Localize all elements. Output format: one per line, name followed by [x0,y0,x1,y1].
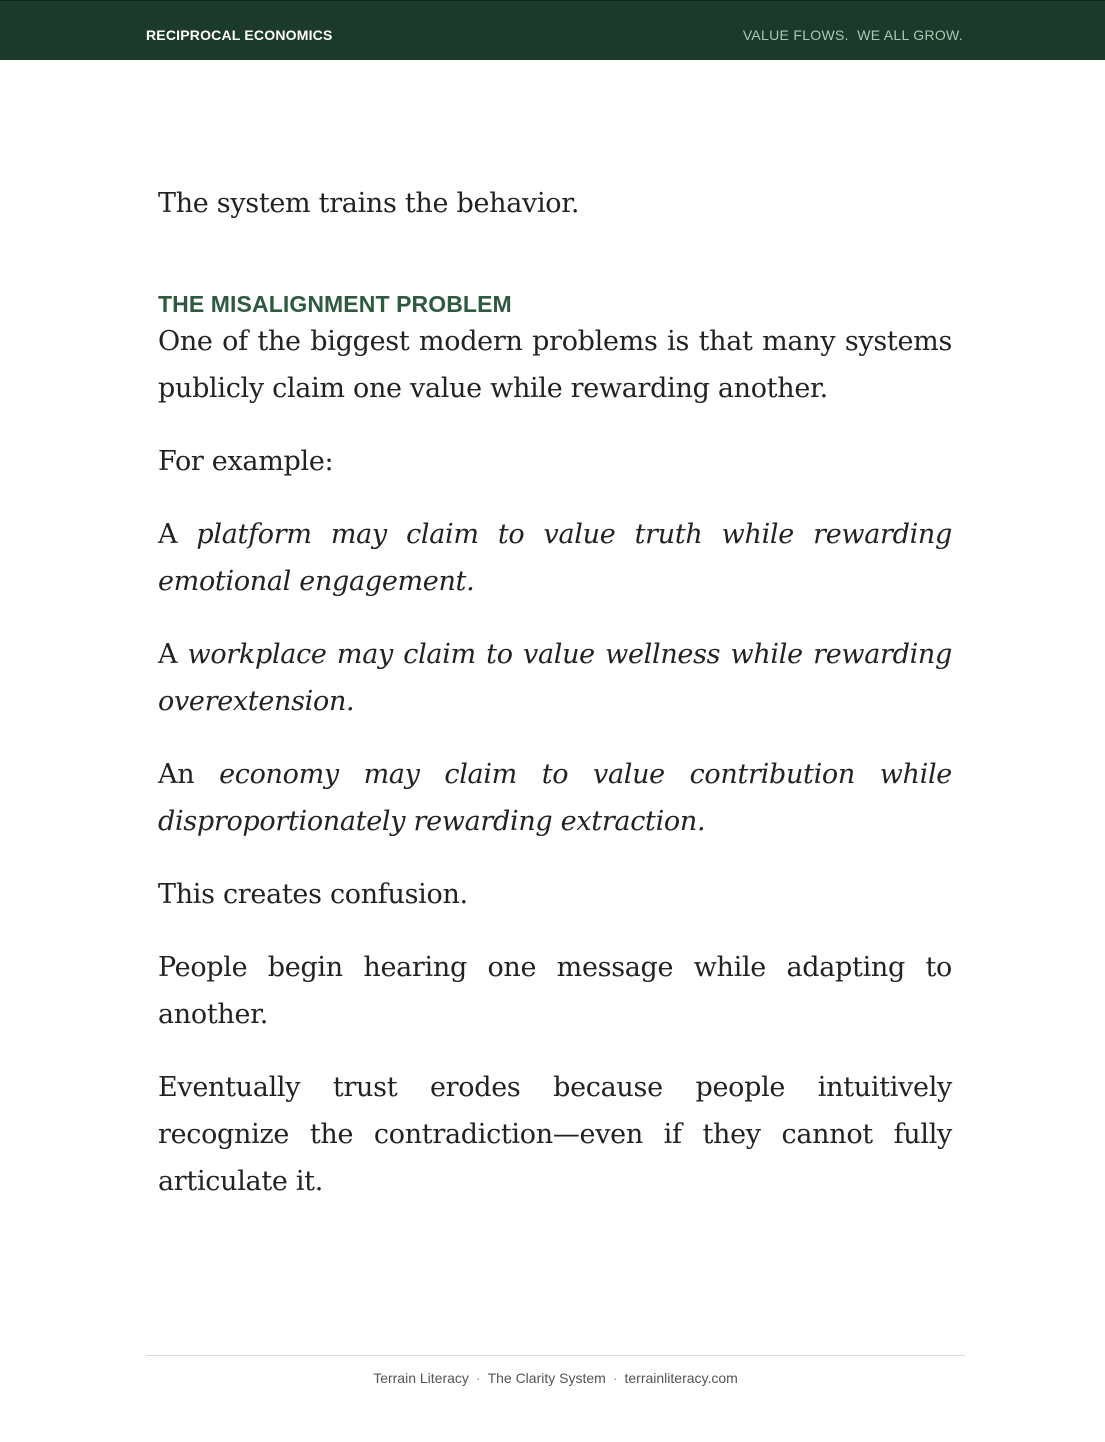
article-body [158,180,952,1231]
example-lead: A [158,519,178,550]
footer-divider [146,1355,965,1356]
intro-paragraph: The system trains the behavior. [158,188,580,219]
example-paragraph [158,511,952,605]
paragraph: For example: [158,446,334,477]
footer-separator: · [475,1370,481,1386]
footer-link-clarity-system[interactable]: The Clarity System [487,1370,606,1386]
site-footer [146,1370,965,1386]
footer-separator: · [612,1370,618,1386]
example-text: economy may claim to value contribution while disproportionately rewarding extraction. [158,759,952,837]
paragraph: People begin hearing one message while adapting to another. [158,952,952,1030]
footer-link-website[interactable]: terrainliteracy.com [624,1370,738,1386]
example-text: workplace may claim to value wellness while rewarding overextension. [158,639,952,717]
example-text: platform may claim to value truth while rewarding emotional engagement. [158,519,952,597]
paragraph: One of the biggest modern problems is that many systems publicly claim one value while rewarding another. [158,326,952,404]
section-heading: THE MISALIGNMENT PROBLEM [158,291,512,317]
site-tagline: VALUE FLOWS. WE ALL GROW. [742,27,963,43]
footer-link-terrain-literacy[interactable]: Terrain Literacy [373,1370,469,1386]
example-lead: A [158,639,178,670]
paragraph: This creates confusion. [158,879,468,910]
example-paragraph [158,631,952,725]
site-header [0,0,1105,60]
site-brand[interactable]: RECIPROCAL ECONOMICS [146,27,333,43]
paragraph: Eventually trust erodes because people intuitively recognize the contradiction—even if they cannot fully articulate it. [158,1072,952,1197]
example-paragraph [158,751,952,845]
example-lead: An [158,759,195,790]
